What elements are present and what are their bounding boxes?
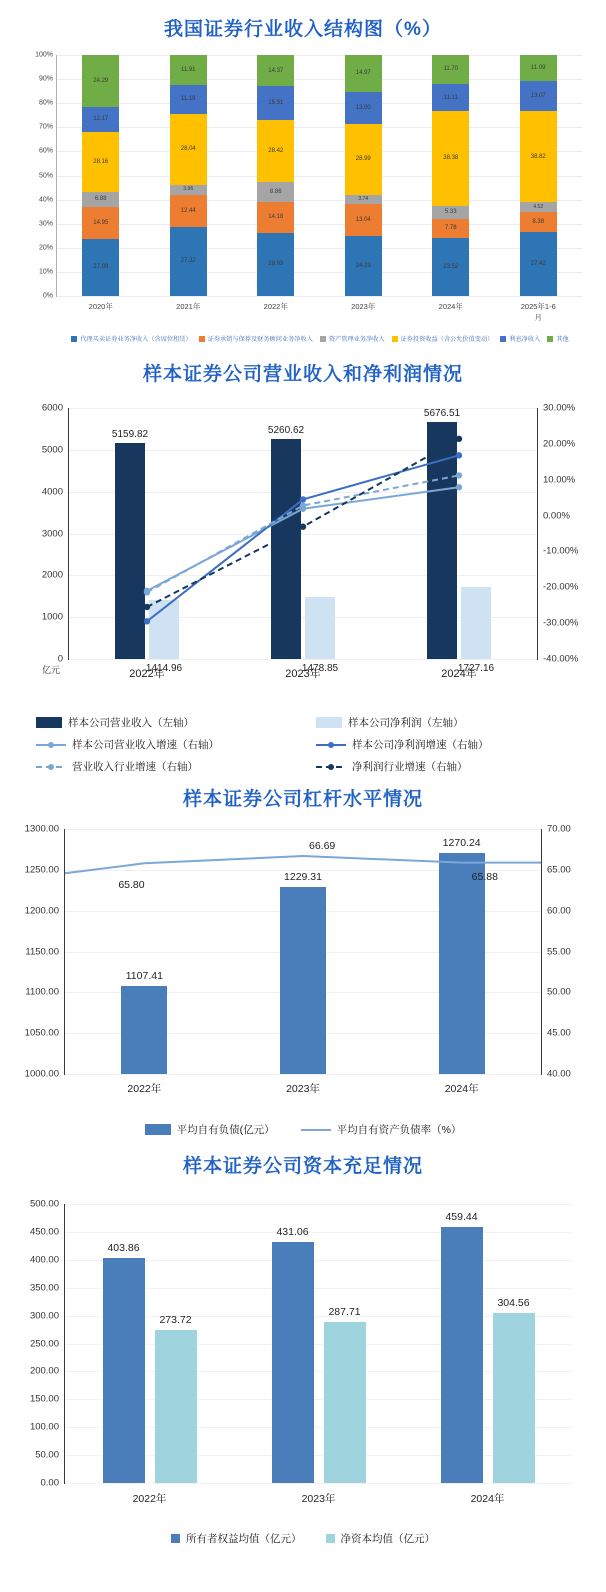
chart4-ytick: 200.00 <box>29 1365 59 1377</box>
chart1-segment-value: 11.11 <box>443 94 458 101</box>
chart4-bar-value: 459.44 <box>445 1210 478 1223</box>
chart1-segment-value: 24.29 <box>93 77 109 84</box>
chart4-ytick: 350.00 <box>29 1282 59 1294</box>
chart1-legend-label: 利息净收入 <box>509 336 541 343</box>
chart2-ytick-right: -20.00% <box>543 581 579 593</box>
chart1-segment-value: 13.04 <box>355 217 371 224</box>
chart1-segment <box>345 124 382 195</box>
chart3-title: 样本证券公司杠杆水平情况 <box>182 789 423 810</box>
chart1-bar-column <box>170 55 207 311</box>
chart1-segment <box>170 85 207 113</box>
chart1-gridline <box>57 151 582 152</box>
chart4-bar <box>155 1314 197 1483</box>
chart4-plot-area <box>29 1198 572 1505</box>
chart1-legend-item <box>392 334 494 343</box>
chart3-ytick-left: 1050.00 <box>24 1027 59 1039</box>
chart4-bar-value: 304.56 <box>497 1297 530 1310</box>
chart1-segment-value: 8.38 <box>532 219 545 226</box>
chart2-ytick-right: 10.00% <box>543 474 576 486</box>
chart3-ytick-right: 70.00 <box>547 823 571 835</box>
chart1-xtick: 2024年 <box>438 302 463 311</box>
chart1-gridline <box>57 127 582 128</box>
chart1-segment <box>345 204 382 236</box>
chart1-xtick: 2021年 <box>176 302 201 311</box>
chart2-gridline <box>69 408 537 409</box>
chart1-segment-value: 15.31 <box>268 100 284 107</box>
chart1-segment <box>432 206 469 219</box>
chart1-segment-value: 13.07 <box>530 93 546 100</box>
chart1-segment-value: 27.32 <box>180 258 196 265</box>
chart4-ytick: 500.00 <box>29 1198 59 1210</box>
chart2-legend-marker <box>48 742 54 748</box>
chart1-segment <box>520 55 557 81</box>
chart3-line-value: 65.80 <box>118 879 145 892</box>
chart1-segment-value: 38.82 <box>530 153 546 160</box>
chart2-bar <box>111 429 149 659</box>
chart1-legend-item <box>547 334 568 343</box>
chart1-legend-swatch <box>547 336 553 342</box>
chart4-ytick: 300.00 <box>29 1310 59 1322</box>
chart1-segment <box>257 86 294 120</box>
chart1-ytick: 60% <box>38 147 53 155</box>
chart1-xtick: 2022年 <box>263 302 288 311</box>
chart4-ytick: 150.00 <box>29 1393 59 1405</box>
chart1-segment-value: 12.44 <box>180 207 196 214</box>
chart4-bar-value: 431.06 <box>276 1226 309 1239</box>
chart1-ytick: 90% <box>38 75 53 83</box>
chart1-segment-value: 7.78 <box>444 225 457 232</box>
chart2-legend-item <box>316 737 590 752</box>
chart1-segment-value: 4.52 <box>533 203 544 210</box>
chart4-ytick: 400.00 <box>29 1254 59 1266</box>
chart1-segment <box>82 207 119 239</box>
chart4-ytick: 50.00 <box>35 1449 59 1461</box>
chart1-segment-value: 28.99 <box>355 156 371 163</box>
chart2-ytick-left: 6000 <box>41 402 63 414</box>
chart1-segment <box>82 107 119 133</box>
chart2-bar-value: 1478.85 <box>301 663 339 674</box>
chart2-bar-value: 5260.62 <box>267 424 305 436</box>
chart2-ytick-left: 5000 <box>41 444 63 456</box>
chart3-xtick: 2024年 <box>444 1083 479 1095</box>
chart2-legend-label: 样本公司营业收入（左轴） <box>68 717 194 729</box>
chart4-xtick: 2024年 <box>470 1493 505 1505</box>
chart1-xtick: 2025年1-6月 <box>520 302 556 322</box>
chart1-segment <box>520 111 557 202</box>
chart2-bar-value: 5676.51 <box>423 407 461 419</box>
chart2-legend-item <box>316 715 590 730</box>
chart2-legend-item <box>316 759 590 774</box>
chart1-segment-value: 3.96 <box>183 186 194 193</box>
chart1-segment <box>345 92 382 124</box>
chart3-plot-area <box>24 823 571 1095</box>
chart1-ytick: 0% <box>42 292 53 300</box>
chart4-bar <box>441 1210 483 1483</box>
chart3-line-value: 65.88 <box>471 870 498 883</box>
chart1-segment <box>82 239 119 297</box>
chart1-segment <box>432 219 469 238</box>
chart4-gridline <box>65 1204 572 1205</box>
chart2-ytick-right: 30.00% <box>543 402 576 414</box>
chart1-segment-value: 6.88 <box>94 196 107 203</box>
chart3-line-overlay <box>65 829 541 1074</box>
chart2-bar <box>301 597 339 674</box>
chart1-bar-column <box>82 55 119 311</box>
chart1-legend-swatch <box>500 336 506 342</box>
chart1-legend-swatch <box>320 336 326 342</box>
chart1-segment <box>520 202 557 213</box>
chart1-bar-column <box>345 55 382 311</box>
chart4-legend-item <box>326 1531 436 1546</box>
chart2-ytick-right: -30.00% <box>543 617 579 629</box>
chart1-segment-value: 28.04 <box>180 146 196 153</box>
chart4-legend-swatch <box>326 1534 335 1543</box>
chart2-legend-marker <box>48 764 54 770</box>
chart3-bar-value: 1229.31 <box>284 870 322 883</box>
chart1-segment <box>432 84 469 111</box>
chart2-legend-line <box>316 766 346 768</box>
chart1-legend-item <box>71 334 191 343</box>
chart1-xtick: 2023年 <box>351 302 376 311</box>
chart1-plot-area <box>35 51 582 322</box>
chart2-legend-marker <box>328 764 334 770</box>
chart1-ytick: 50% <box>38 172 53 179</box>
chart1-segment <box>257 202 294 233</box>
chart3-leverage <box>6 815 600 1145</box>
chart1-segment-value: 11.70 <box>443 66 459 73</box>
chart2-ytick-left: 3000 <box>41 528 63 539</box>
chart1-segment-value: 3.74 <box>358 196 369 203</box>
chart4-bar <box>324 1306 366 1483</box>
chart4-ytick: 0.00 <box>40 1477 59 1489</box>
chart1-ytick: 30% <box>38 220 53 228</box>
chart1-gridline <box>57 176 582 177</box>
chart1-legend-swatch <box>199 336 205 342</box>
chart1-ytick: 80% <box>38 99 53 107</box>
chart1-xtick: 2020年 <box>88 302 113 311</box>
chart1-gridline <box>57 224 582 225</box>
chart3-ytick-left: 1000.00 <box>24 1068 59 1080</box>
chart3-xtick: 2023年 <box>286 1083 320 1095</box>
chart2-ytick-right: 0.00% <box>543 510 570 522</box>
chart4-xtick: 2023年 <box>301 1493 336 1505</box>
chart1-legend-label: 证券投资收益（含公允价值变动） <box>400 336 494 343</box>
chart3-ytick-right: 50.00 <box>547 986 571 998</box>
chart2-xtick: 2022年 <box>129 668 165 680</box>
chart4-gridline <box>65 1232 572 1233</box>
chart3-ytick-right: 65.00 <box>547 864 571 876</box>
chart1-legend-label: 代理买卖证券业务净收入（含席位租赁） <box>80 336 192 343</box>
chart1-segment-value: 14.18 <box>268 214 284 221</box>
chart2-ytick-left: 4000 <box>41 486 63 498</box>
chart1-segment-value: 27.42 <box>530 261 546 268</box>
chart1-legend-swatch <box>392 336 398 342</box>
chart4-bar-value: 403.86 <box>107 1241 140 1254</box>
chart1-ytick: 10% <box>38 268 53 276</box>
chart4-legend <box>6 1531 600 1546</box>
chart1-bar-column <box>520 55 557 322</box>
chart2-legend-swatch <box>36 717 62 728</box>
chart2-legend-label: 净利润行业增速（右轴） <box>352 761 468 773</box>
chart1-legend-item <box>500 334 540 343</box>
chart4-ytick: 250.00 <box>29 1338 59 1349</box>
chart3-legend-swatch <box>145 1124 171 1135</box>
chart1-segment-value: 23.52 <box>443 264 459 271</box>
chart2-unit-label: 亿元 <box>42 665 61 675</box>
chart2-ytick-left: 0 <box>57 653 63 665</box>
chart2-xtick: 2023年 <box>285 668 321 680</box>
chart2-xtick: 2024年 <box>441 668 477 680</box>
chart2-legend-item <box>36 715 310 730</box>
chart4-ytick: 450.00 <box>29 1226 59 1238</box>
chart1-ytick: 100% <box>35 51 53 59</box>
chart1-ytick: 20% <box>38 244 53 252</box>
chart2-legend-label: 样本公司营业收入增速（右轴） <box>72 739 219 751</box>
chart1-ytick: 40% <box>38 196 53 204</box>
chart3-ytick-right: 60.00 <box>547 905 571 917</box>
chart2-title: 样本证券公司营业收入和净利润情况 <box>142 364 463 385</box>
chart1-segment <box>432 111 469 206</box>
chart3-bar-value: 1270.24 <box>442 837 481 850</box>
chart3-legend-item-line <box>301 1122 462 1137</box>
chart1-gridline <box>57 79 582 80</box>
chart1-segment <box>170 195 207 227</box>
chart1-segment <box>345 195 382 204</box>
chart2-gridline <box>69 659 537 660</box>
chart4-xtick: 2022年 <box>132 1493 167 1505</box>
chart4-legend-item <box>171 1531 302 1546</box>
chart1-segment <box>82 192 119 207</box>
chart3-ytick-right: 40.00 <box>547 1068 571 1080</box>
chart4-legend-swatch <box>171 1534 180 1543</box>
chart3-line-value: 66.69 <box>309 840 336 853</box>
chart1-segment-value: 28.42 <box>268 148 284 155</box>
chart1-segment-value: 24.23 <box>355 263 371 270</box>
chart2-revenue-profit <box>6 390 600 780</box>
chart4-bar-value: 287.71 <box>328 1306 361 1319</box>
chart3-legend-label: 平均自有资产负债率（%） <box>336 1124 462 1136</box>
chart1-segment-value: 11.91 <box>180 67 196 74</box>
chart3-ytick-right: 45.00 <box>547 1027 571 1039</box>
chart1-segment <box>520 81 557 111</box>
chart2-bar-value: 1414.96 <box>145 663 183 674</box>
chart1-ytick: 70% <box>38 123 53 131</box>
chart1-segment <box>82 132 119 192</box>
chart1-segment-value: 13.00 <box>355 104 371 111</box>
chart1-segment-value: 11.19 <box>180 96 196 103</box>
chart2-legend-item <box>36 759 310 774</box>
chart2-legend-marker <box>328 742 334 748</box>
chart4-legend-label: 净资本均值（亿元） <box>340 1533 435 1545</box>
chart3-legend-item-bar <box>145 1122 275 1137</box>
chart3-ytick-left: 1300.00 <box>24 823 59 835</box>
chart1-bar-column <box>257 55 294 311</box>
chart2-ytick-right: 20.00% <box>543 438 576 450</box>
chart2-legend <box>36 715 590 774</box>
chart1-segment-value: 11.09 <box>530 64 546 71</box>
chart4-bar <box>272 1226 314 1483</box>
chart2-ytick-left: 2000 <box>41 569 63 581</box>
chart2-legend-label: 营业收入行业增速（右轴） <box>72 761 198 773</box>
chart2-ytick-right: -40.00% <box>543 653 579 665</box>
chart1-gridline <box>57 55 582 56</box>
chart3-legend <box>6 1122 600 1137</box>
chart1-segment <box>520 212 557 232</box>
chart1-segment <box>170 55 207 85</box>
chart4-title: 样本证券公司资本充足情况 <box>182 1156 423 1177</box>
chart2-bar-value: 1727.16 <box>457 663 495 674</box>
chart2-legend-item <box>36 737 310 752</box>
chart2-bar <box>457 587 495 674</box>
chart3-ytick-left: 1100.00 <box>25 986 59 998</box>
chart4-bar-value: 273.72 <box>159 1314 192 1327</box>
chart1-segment-value: 5.33 <box>444 209 457 216</box>
chart4-gridline <box>65 1483 572 1484</box>
chart1-gridline <box>57 272 582 273</box>
chart1-bar-column <box>432 55 469 311</box>
chart1-legend-label: 资产管理业务净收入 <box>328 336 385 343</box>
chart4-bar <box>493 1297 535 1483</box>
chart1-segment-value: 28.16 <box>93 159 109 166</box>
chart2-ytick-right: -10.00% <box>543 545 579 557</box>
chart2-bar-value: 5159.82 <box>111 429 149 441</box>
chart3-ytick-left: 1150.00 <box>25 946 59 957</box>
chart3-bar-value: 1107.41 <box>125 970 163 983</box>
chart2-legend-swatch <box>316 717 342 728</box>
chart1-legend-label: 其他 <box>556 336 569 343</box>
chart1-legend-swatch <box>71 336 77 342</box>
chart1-segment <box>345 55 382 92</box>
chart1-segment <box>345 236 382 296</box>
chart1-legend-label: 证券承销与保荐及财务顾问业务净收入 <box>207 336 313 343</box>
chart4-bar <box>103 1241 145 1483</box>
chart1-segment <box>257 55 294 86</box>
chart1-segment-value: 14.95 <box>93 219 109 226</box>
chart1-gridline <box>57 200 582 201</box>
chart3-legend-label: 平均自有负债(亿元） <box>176 1124 275 1136</box>
chart1-segment-value: 28.93 <box>268 261 284 268</box>
chart2-bar <box>145 600 183 674</box>
chart3-gridline <box>65 1074 541 1075</box>
chart1-segment-value: 12.17 <box>93 116 109 123</box>
chart3-ytick-right: 55.00 <box>547 946 571 957</box>
chart2-ytick-left: 1000 <box>41 611 63 623</box>
chart1-segment <box>257 120 294 182</box>
chart4-ytick: 100.00 <box>29 1421 59 1433</box>
chart2-legend-line <box>316 744 346 746</box>
chart1-segment <box>170 114 207 185</box>
chart2-bar <box>423 407 461 659</box>
chart1-gridline <box>57 248 582 249</box>
chart1-segment-value: 14.37 <box>268 67 284 74</box>
chart1-legend-item <box>320 334 385 343</box>
chart3-ytick-left: 1200.00 <box>24 905 59 917</box>
chart3-ytick-left: 1250.00 <box>24 864 59 876</box>
chart1-title: 我国证券行业收入结构图（%） <box>164 19 442 40</box>
chart1-legend-item <box>199 334 313 343</box>
chart1-segment <box>170 185 207 195</box>
chart2-legend-label: 样本公司净利润增速（右轴） <box>352 739 489 751</box>
chart1-gridline <box>57 103 582 104</box>
chart2-legend-line <box>36 744 66 746</box>
chart1-segment <box>82 55 119 107</box>
chart1-segment-value: 27.09 <box>93 264 109 271</box>
chart1-segment <box>432 55 469 84</box>
chart1-segment <box>257 233 294 296</box>
chart2-legend-label: 样本公司净利润（左轴） <box>348 717 464 729</box>
chart1-segment <box>432 238 469 296</box>
chart1-segment <box>520 232 557 296</box>
chart1-segment-value: 8.86 <box>269 188 282 195</box>
chart3-xtick: 2022年 <box>127 1083 162 1095</box>
chart1-segment-value: 14.97 <box>355 70 371 77</box>
chart1-income-structure <box>6 47 600 357</box>
chart4-legend-label: 所有者权益均值（亿元） <box>186 1533 302 1545</box>
chart1-legend <box>46 334 594 343</box>
chart1-segment <box>257 182 294 201</box>
chart2-legend-line <box>36 766 66 768</box>
chart1-segment <box>170 227 207 296</box>
chart1-segment-value: 38.38 <box>443 155 459 162</box>
chart3-legend-line <box>301 1129 331 1131</box>
chart2-bar <box>267 424 305 659</box>
chart4-capital-adequacy <box>6 1184 600 1554</box>
chart1-gridline <box>57 296 582 297</box>
